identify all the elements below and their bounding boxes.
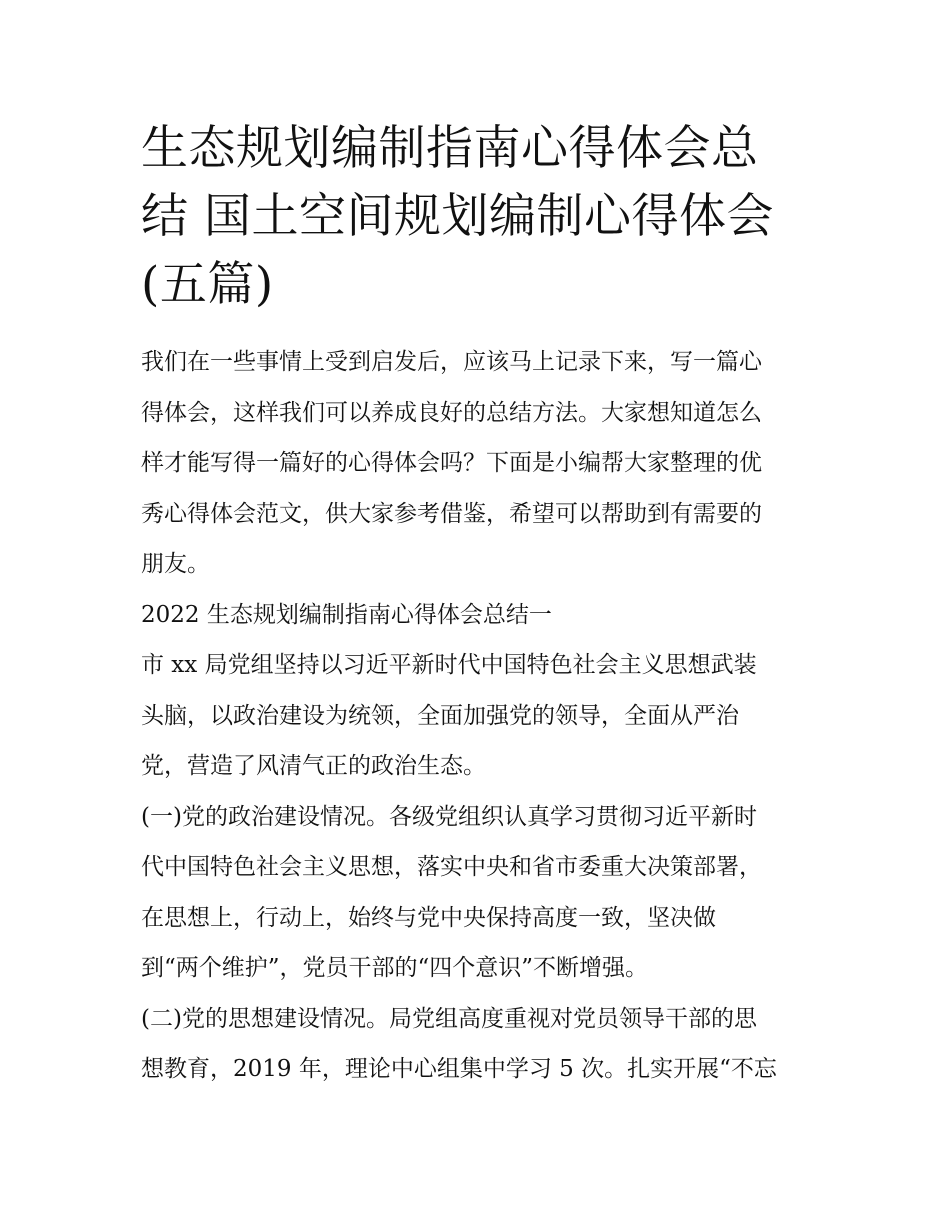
paragraph-1-line-1: 市 xx 局党组坚持以习近平新时代中国特色社会主义思想武装 xyxy=(141,652,757,678)
intro-line-1: 我们在一些事情上受到启发后，应该马上记录下来，写一篇心 xyxy=(141,349,762,375)
intro-line-2: 得体会，这样我们可以养成良好的总结方法。大家想知道怎么 xyxy=(141,399,762,426)
section-heading: 2022 生态规划编制指南心得体会总结一 xyxy=(141,601,552,628)
paragraph-2-line-1: (一)党的政治建设情况。各级党组织认真学习贯彻习近平新时 xyxy=(141,803,757,830)
title-line-1: 生态规划编制指南心得体会总 xyxy=(141,121,759,176)
paragraph-2-line-2: 代中国特色社会主义思想，落实中央和省市委重大决策部署， xyxy=(141,854,762,880)
document-content xyxy=(141,115,813,1095)
paragraph-2-line-4: 到“两个维护”，党员干部的“四个意识”不断增强。 xyxy=(141,955,649,981)
intro-line-3: 样才能写得一篇好的心得体会吗？下面是小编帮大家整理的优 xyxy=(141,450,762,476)
paragraph-1-line-3: 党，营造了风清气正的政治生态。 xyxy=(141,753,486,779)
intro-line-5: 朋友。 xyxy=(141,551,210,577)
title-line-3: (五篇) xyxy=(141,257,274,312)
paragraph-3-line-1: (二)党的思想建设情况。局党组高度重视对党员领导干部的思 xyxy=(141,1005,757,1032)
title-line-2: 结 国土空间规划编制心得体会 xyxy=(141,189,774,244)
document-body xyxy=(141,337,813,1095)
paragraph-1-line-2: 头脑，以政治建设为统领，全面加强党的领导，全面从严治 xyxy=(141,702,739,729)
paragraph-2-line-3: 在思想上，行动上，始终与党中央保持高度一致，坚决做 xyxy=(141,904,716,931)
intro-line-4: 秀心得体会范文，供大家参考借鉴，希望可以帮助到有需要的 xyxy=(141,500,762,527)
document-title xyxy=(141,115,813,319)
paragraph-3-line-2: 想教育，2019 年，理论中心组集中学习 5 次。扎实开展“不忘 xyxy=(141,1056,777,1082)
